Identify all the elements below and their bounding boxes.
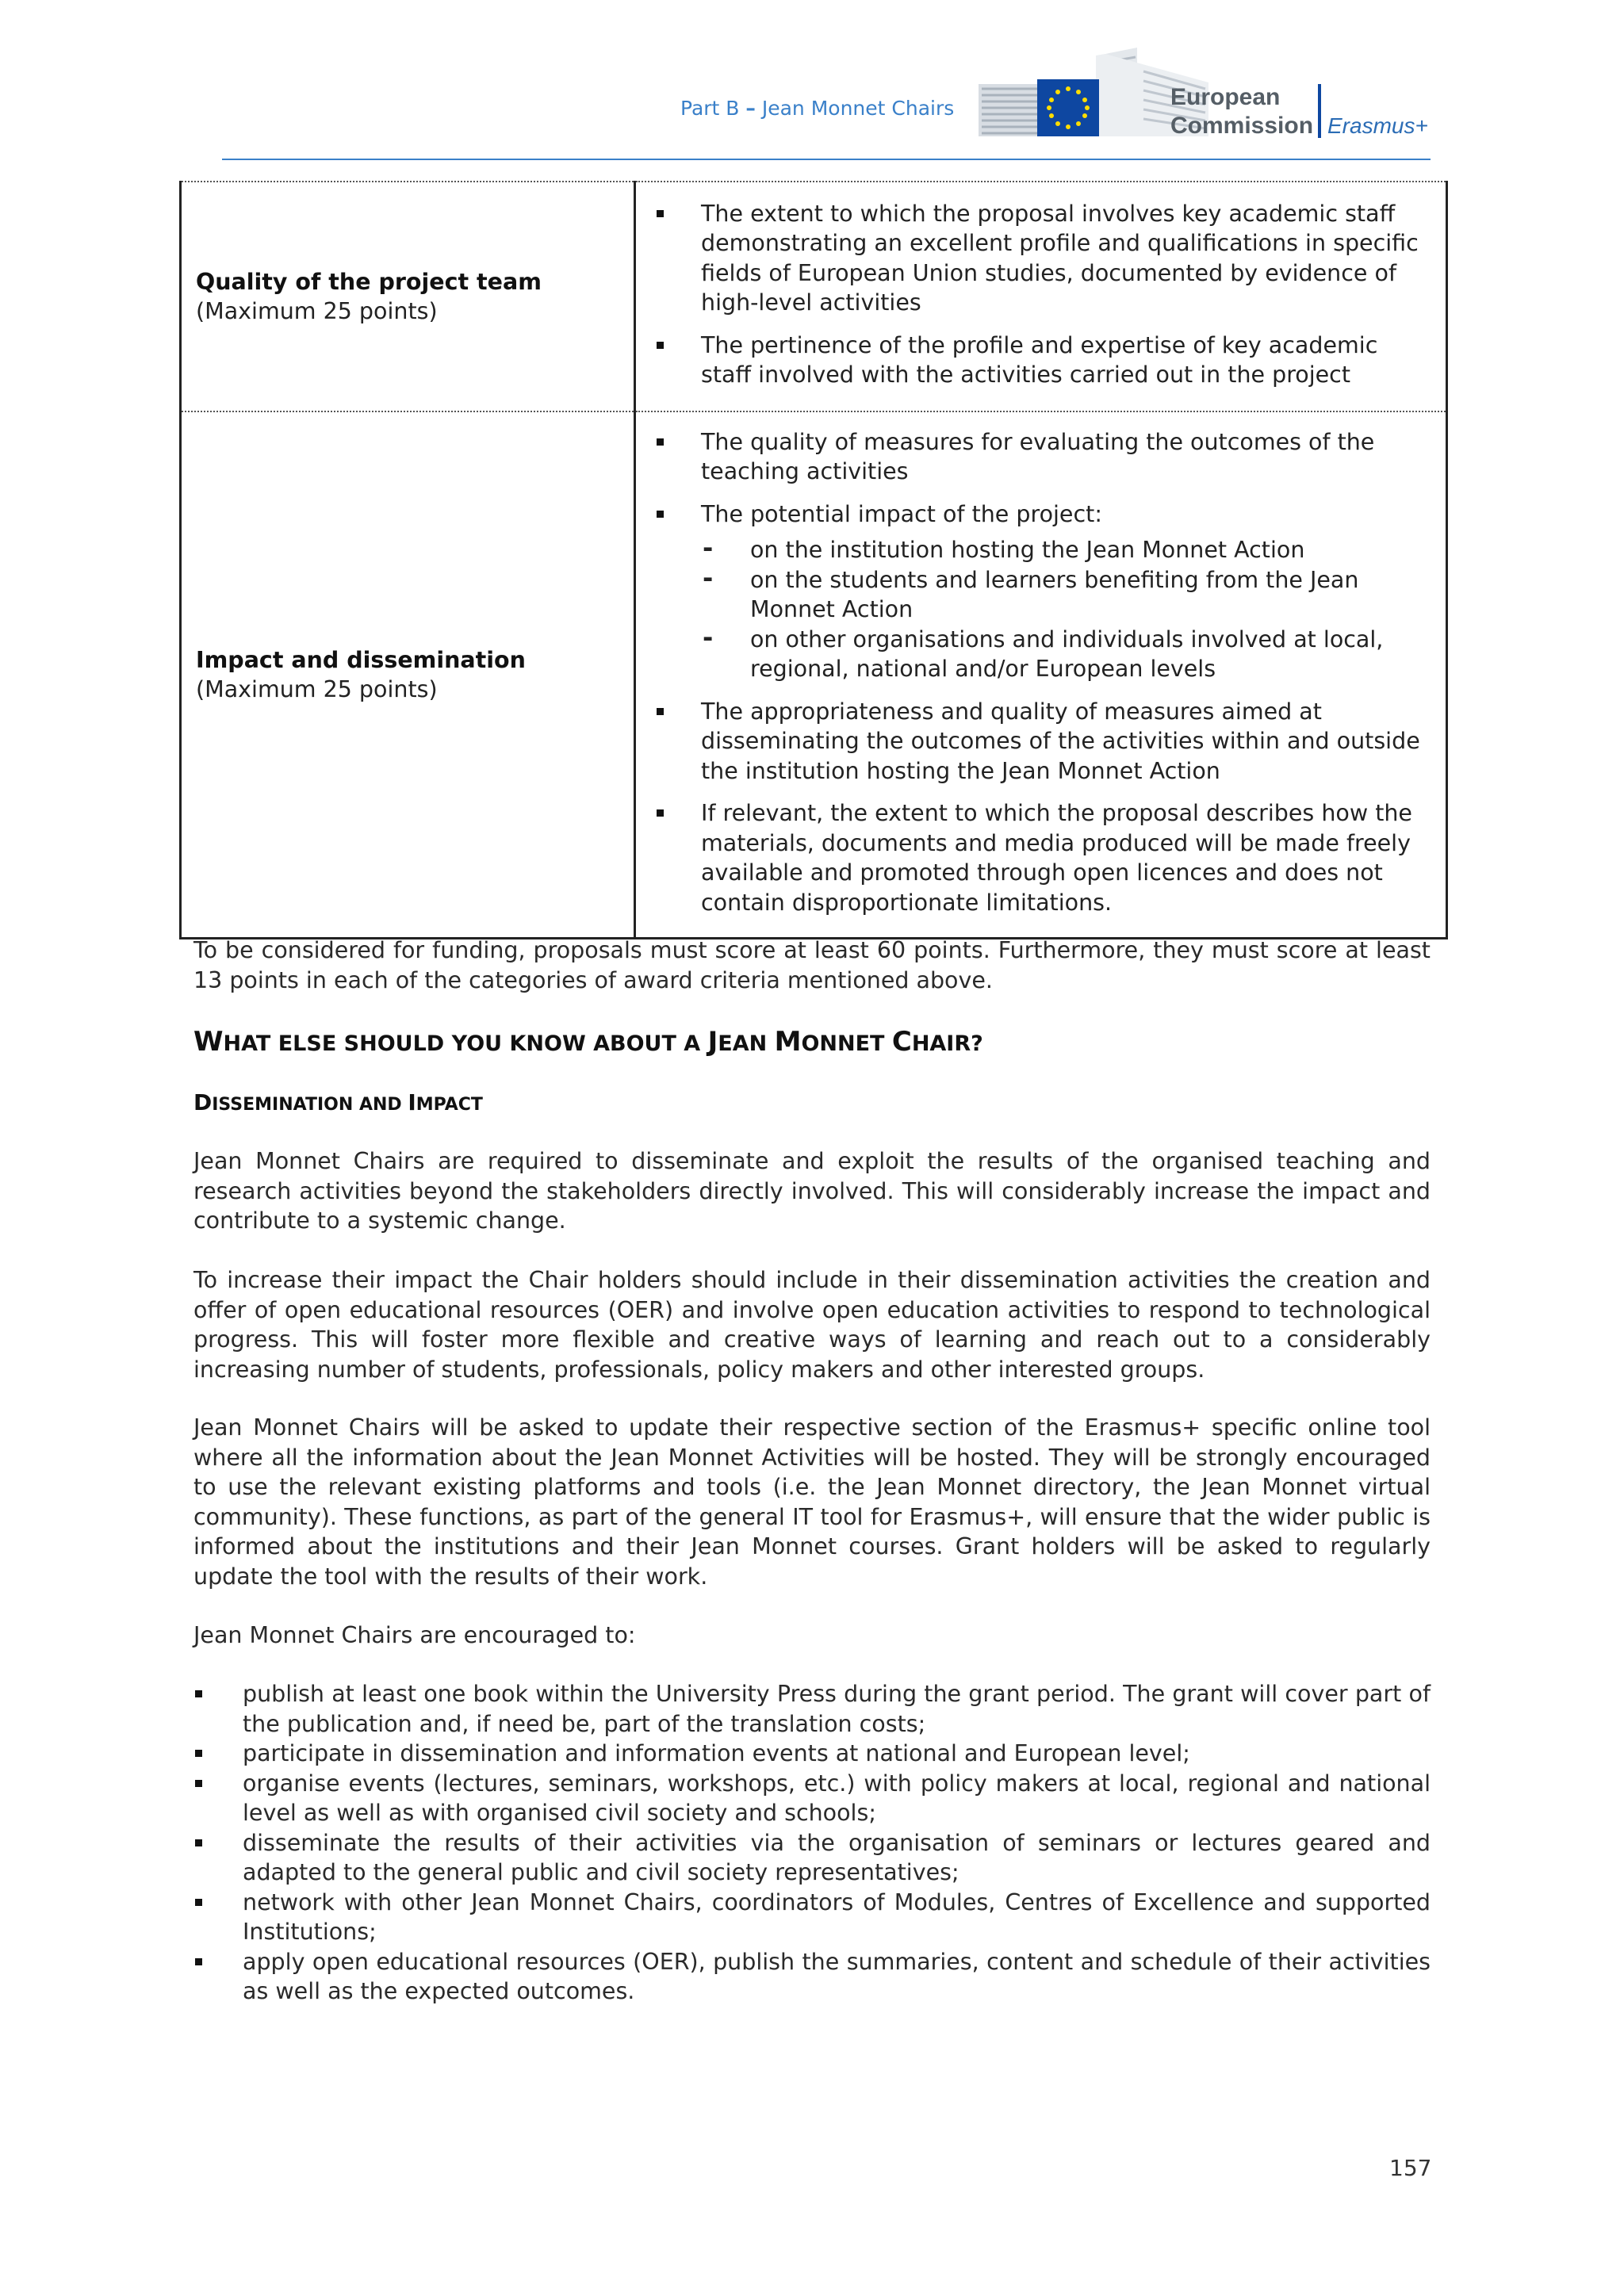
heading-smallcaps: ONNET bbox=[801, 1031, 892, 1056]
logo-line2: Commission bbox=[1170, 113, 1314, 139]
paragraph: Jean Monnet Chairs are required to disseminate and exploit the results of the organised teaching and research activities beyond the stakeholders directly involved. This will considerably increase the impact and contribute to a systemic change. bbox=[193, 1148, 1431, 1234]
criterion-points bbox=[652, 427, 1431, 918]
paragraph: Jean Monnet Chairs will be asked to update their respective section of the Erasmus+ specific online tool where all the information about the Jean Monnet Activities will be hosted. They will be strongly encouraged to use the relevant existing platforms and tools (i.e. the Jean Monnet directory, the Jean Monnet virtual community). These functions, as part of the general IT tool for Erasmus+, will ensure that the wider public is informed about the institutions and their Jean Monnet courses. Grant holders will be asked to regularly update the tool with the results of their work. bbox=[193, 1414, 1431, 1590]
logo-brand: Erasmus+ bbox=[1327, 113, 1428, 138]
list-item: The appropriateness and quality of measures aimed at disseminating the outcomes of the activities within and outside the institution hosting the Jean Monnet Action bbox=[652, 697, 1431, 786]
heading-cap: I bbox=[408, 1089, 416, 1115]
paragraph: Jean Monnet Chairs are encouraged to: bbox=[193, 1622, 636, 1648]
award-criteria-table bbox=[179, 181, 1448, 939]
criterion-detail-cell bbox=[635, 182, 1447, 411]
heading-smallcaps: HAT ELSE SHOULD YOU KNOW ABOUT A bbox=[223, 1031, 708, 1056]
list-item-text: The potential impact of the project: bbox=[701, 500, 1102, 527]
list-item: If relevant, the extent to which the proposal describes how the materials, documents and media produced will be made freely available and promoted through open licences and does not contain disproportionate limitations. bbox=[652, 798, 1431, 917]
table-row bbox=[181, 182, 1447, 411]
heading-smallcaps: ISSEMINATION AND bbox=[212, 1095, 408, 1115]
list-item: The quality of measures for evaluating the outcomes of the teaching activities bbox=[652, 427, 1431, 487]
header-rule bbox=[222, 159, 1431, 160]
funding-note: To be considered for funding, proposals must score at least 60 points. Furthermore, they must score at least 13 points in each of the categories of award criteria mentioned above. bbox=[193, 937, 1431, 993]
paragraph: To increase their impact the Chair holders should include in their dissemination activities the creation and offer of open educational resources (OER) and involve open education activities to respond to technological progress. This will foster more flexible and creative ways of learning and reach out to a considerably increasing number of students, professionals, policy makers and other interested groups. bbox=[193, 1267, 1431, 1383]
list-item: apply open educational resources (OER), publish the summaries, content and schedule of their activities as well as the expected outcomes. bbox=[193, 1947, 1431, 2007]
heading-smallcaps: EAN bbox=[718, 1031, 775, 1056]
criterion-max-points: (Maximum 25 points) bbox=[196, 676, 438, 702]
table-row bbox=[181, 411, 1447, 939]
list-item: network with other Jean Monnet Chairs, coordinators of Modules, Centres of Excellence and supported Institutions; bbox=[193, 1888, 1431, 1947]
page-number: 157 bbox=[1389, 2155, 1432, 2181]
list-item: organise events (lectures, seminars, workshops, etc.) with policy makers at local, regional and national level as well as with organised civil society and schools; bbox=[193, 1769, 1431, 1828]
sub-list-item: - on the students and learners benefiting from the Jean Monnet Action bbox=[701, 565, 1431, 625]
list-item: participate in dissemination and information events at national and European level; bbox=[193, 1739, 1431, 1769]
list-item: disseminate the results of their activities via the organisation of seminars or lectures geared and adapted to the general public and civil society representatives; bbox=[193, 1828, 1431, 1888]
criterion-cell bbox=[181, 411, 635, 939]
logo-line1: European bbox=[1170, 84, 1281, 110]
criterion-max-points: (Maximum 25 points) bbox=[196, 298, 438, 324]
heading-smallcaps: MPACT bbox=[416, 1095, 483, 1115]
list-item: publish at least one book within the University Press during the grant period. The grant will cover part of the publication and, if need be, part of the translation costs; bbox=[193, 1679, 1431, 1739]
european-commission-logo bbox=[979, 48, 1431, 144]
heading-cap: D bbox=[193, 1089, 213, 1115]
list-item: The pertinence of the profile and expertise of key academic staff involved with the activities carried out in the project bbox=[652, 331, 1431, 390]
criterion-cell bbox=[181, 182, 635, 411]
section-label: Jean Monnet Chairs bbox=[761, 97, 955, 120]
logo-divider bbox=[1318, 84, 1321, 138]
sub-list-item: - on the institution hosting the Jean Monnet Action bbox=[701, 535, 1431, 565]
encouraged-list bbox=[193, 1679, 1431, 2007]
heading-cap: M bbox=[774, 1026, 802, 1058]
header-dash: – bbox=[745, 97, 756, 120]
list-item: The extent to which the proposal involves key academic staff demonstrating an excellent profile and qualifications in specific fields of European Union studies, documented by evidence of high-level activities bbox=[652, 199, 1431, 318]
heading-cap: J bbox=[707, 1026, 718, 1058]
sub-list-item: - on other organisations and individuals involved at local, regional, national and/or European levels bbox=[701, 625, 1431, 684]
impact-sub-list bbox=[701, 535, 1431, 684]
subsection-heading bbox=[193, 1089, 483, 1115]
criterion-title: Quality of the project team bbox=[196, 268, 542, 295]
part-label: Part B bbox=[680, 97, 740, 120]
heading-cap: W bbox=[193, 1026, 224, 1058]
running-header bbox=[680, 97, 954, 120]
list-item bbox=[652, 499, 1431, 684]
criterion-title: Impact and dissemination bbox=[196, 646, 526, 673]
heading-cap: C bbox=[891, 1026, 912, 1058]
criterion-detail-cell bbox=[635, 411, 1447, 939]
eu-flag-icon bbox=[1037, 79, 1099, 136]
heading-smallcaps: HAIR? bbox=[911, 1031, 983, 1056]
section-heading bbox=[193, 1026, 983, 1058]
criterion-points bbox=[652, 199, 1431, 390]
